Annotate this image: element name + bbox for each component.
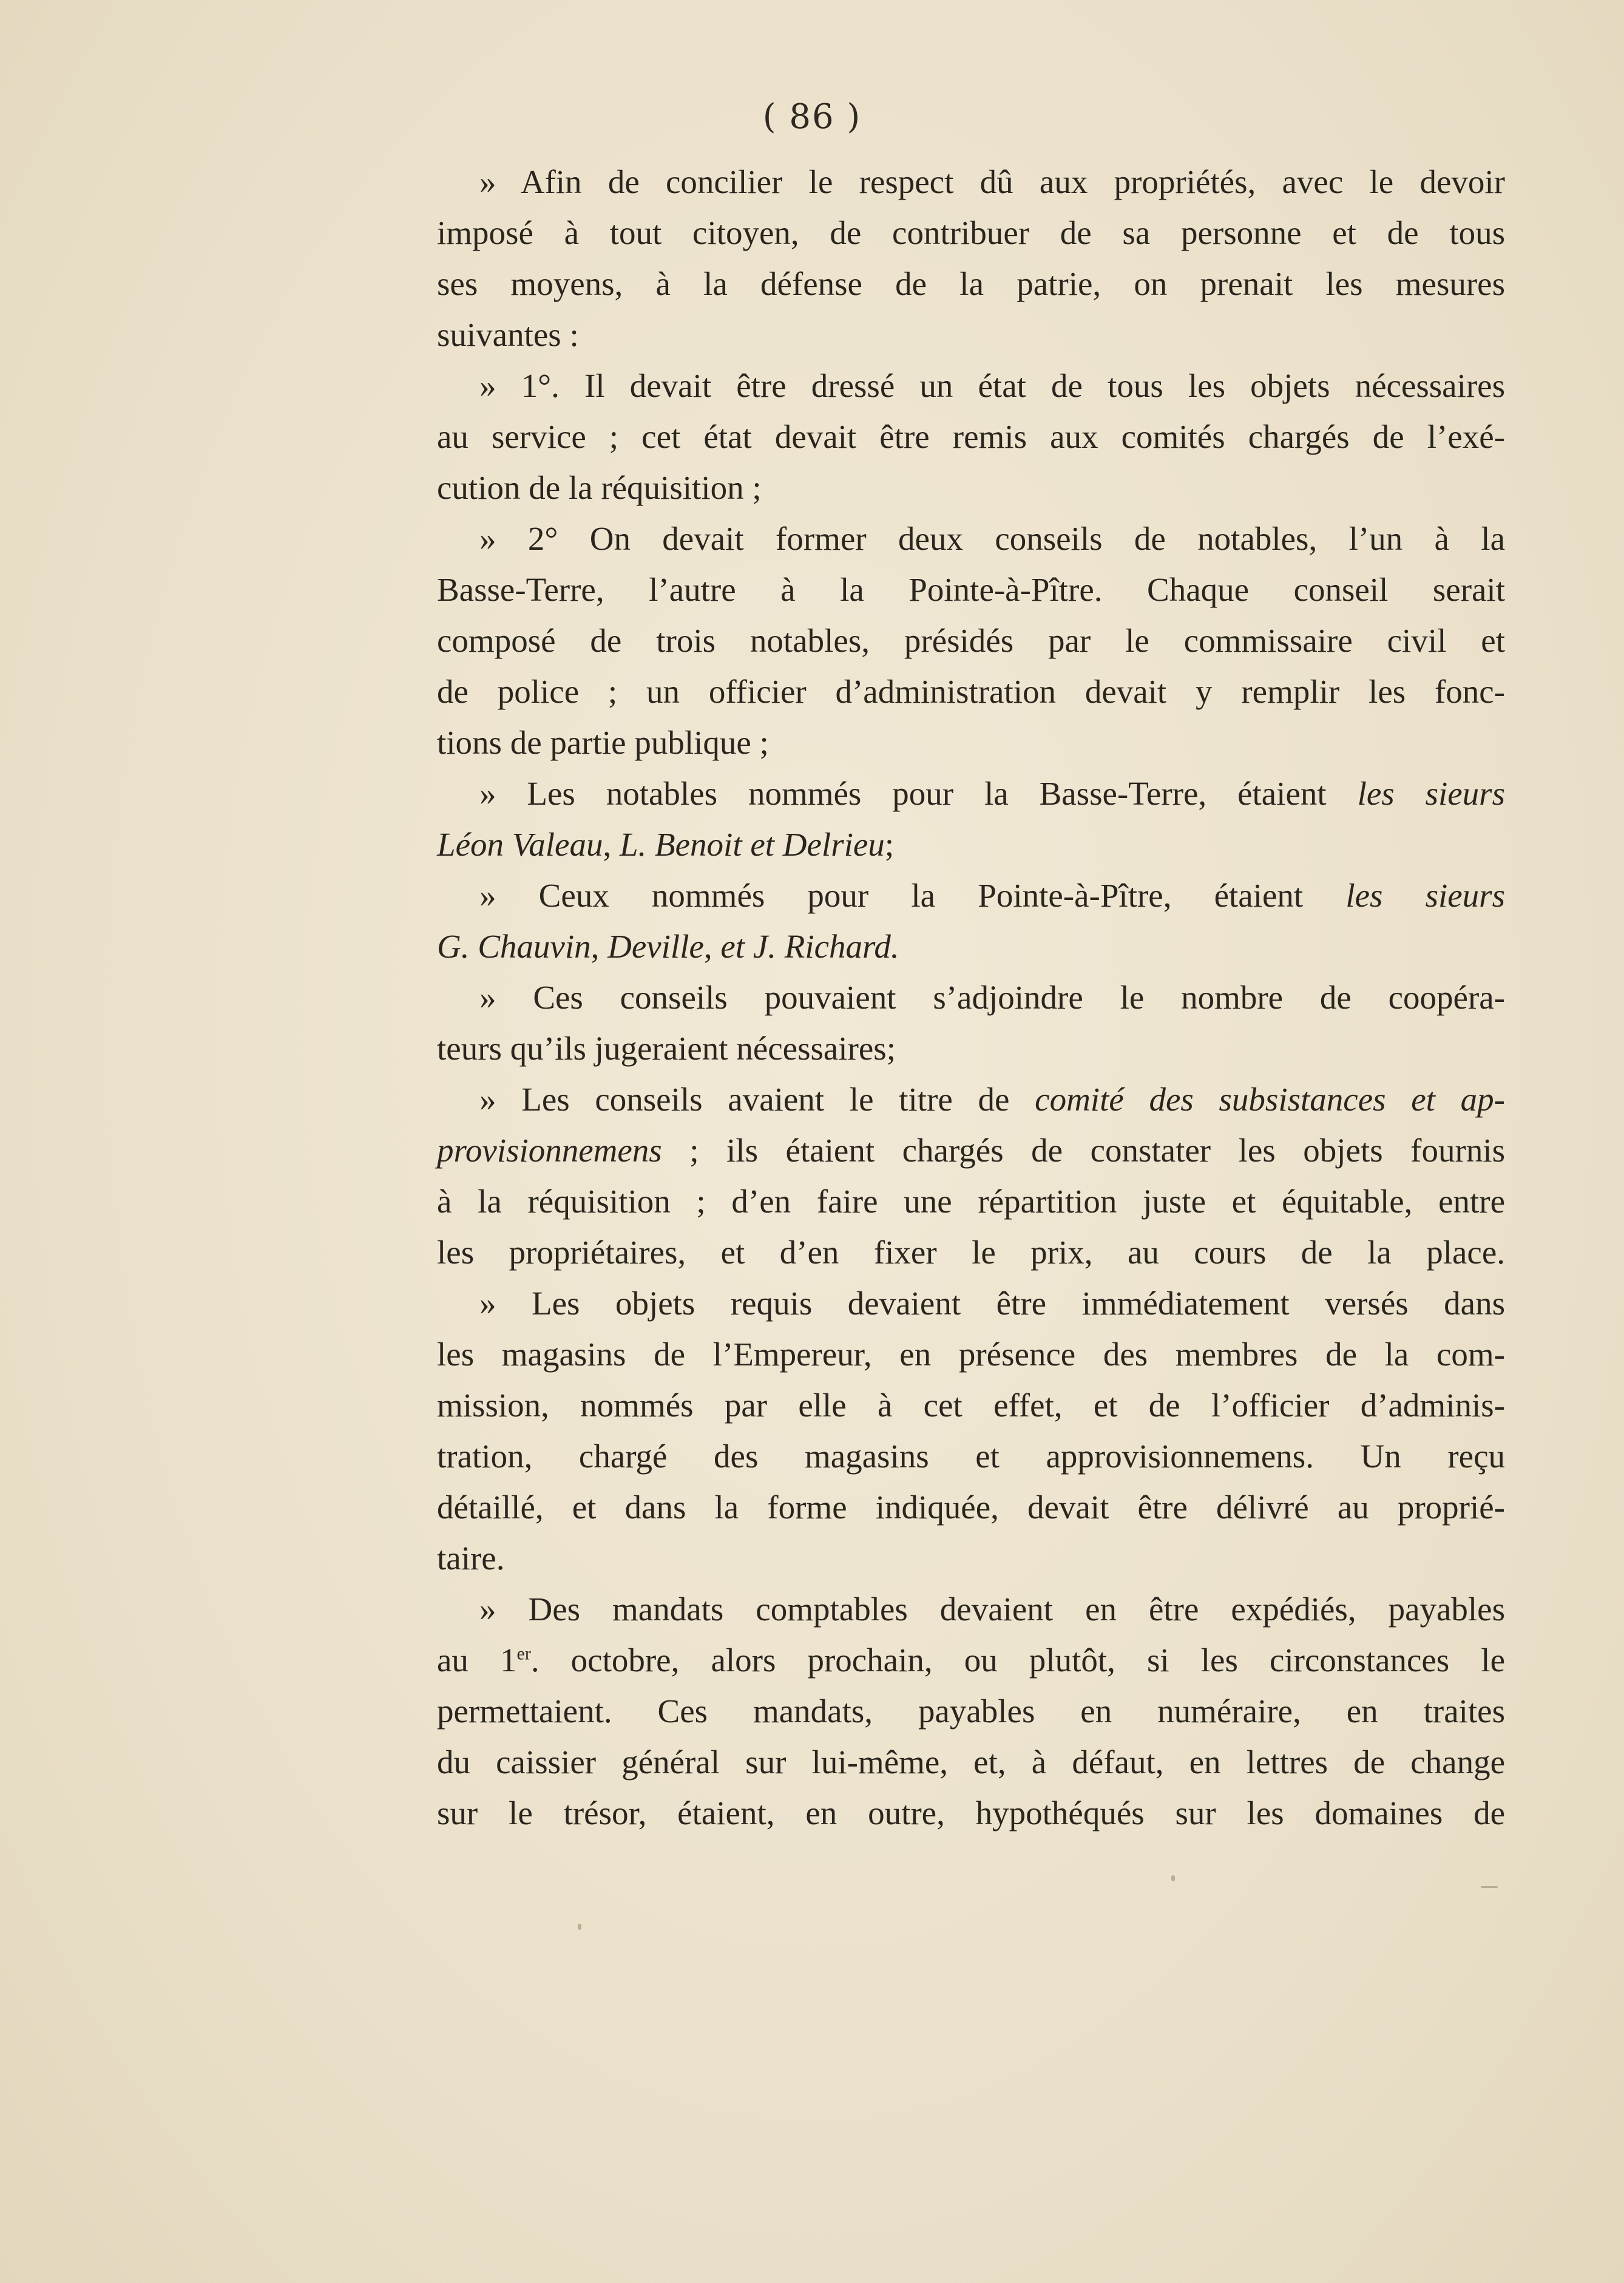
italic-text: les sieurs [1345, 877, 1505, 914]
text-line [437, 717, 1505, 768]
text-line [437, 1380, 1505, 1431]
text-span: » Ces conseils pouvaient s’adjoindre le nombre de coopéra- [479, 979, 1505, 1016]
paper-speck [1171, 1875, 1175, 1881]
text-span: » 1°. Il devait être dressé un état de tous les objets nécessaires [479, 367, 1505, 404]
text-span: mission, nommés par elle à cet effet, et de l’officier d’adminis- [437, 1387, 1505, 1424]
text-line [437, 1023, 1505, 1074]
text-span: cution de la réquisition ; [437, 469, 762, 506]
text-span: sur le trésor, étaient, en outre, hypothéqués sur les domaines de [437, 1794, 1505, 1831]
italic-text: L. Benoit et Delrieu [619, 826, 885, 863]
text-span: , [603, 826, 620, 863]
text-span: » 2° On devait former deux conseils de notables, l’un à la [479, 520, 1505, 557]
text-line [437, 157, 1505, 208]
text-span: au 1 [437, 1642, 517, 1679]
text-line [437, 309, 1505, 360]
text-span: » Les conseils avaient le titre de [479, 1081, 1035, 1118]
text-line [437, 1074, 1505, 1125]
italic-text: Deville [607, 928, 704, 965]
text-line [437, 666, 1505, 717]
paper-speck [1481, 1886, 1498, 1888]
text-span: les magasins de l’Empereur, en présence des membres de la com- [437, 1336, 1505, 1373]
text-line [437, 1227, 1505, 1278]
superscript-text: er [516, 1643, 531, 1664]
text-span: ; [884, 826, 895, 863]
text-line [437, 208, 1505, 259]
text-line [437, 462, 1505, 513]
text-span: tration, chargé des magasins et approvisionnemens. Un reçu [437, 1438, 1505, 1475]
text-span: suivantes : [437, 316, 579, 353]
text-span: tions de partie publique ; [437, 724, 769, 761]
text-line [437, 564, 1505, 615]
body-text [437, 157, 1505, 1839]
text-span: » Les objets requis devaient être immédiatement versés dans [479, 1285, 1505, 1322]
text-span: de police ; un officier d’administration devait y remplir les fonc- [437, 673, 1505, 710]
italic-text: les sieurs [1357, 775, 1505, 812]
text-span: taire. [437, 1540, 505, 1577]
text-line [437, 870, 1505, 921]
italic-text: Léon Valeau [437, 826, 603, 863]
paper-speck [578, 1924, 581, 1930]
text-span: à la réquisition ; d’en faire une répartition juste et équitable, entre [437, 1183, 1505, 1220]
text-line [437, 768, 1505, 819]
text-line [437, 411, 1505, 462]
page-number: ( 86 ) [762, 97, 862, 137]
text-span: au service ; cet état devait être remis aux comités chargés de l’exé- [437, 418, 1505, 455]
italic-text: et J. Richard. [720, 928, 899, 965]
text-line [437, 1329, 1505, 1380]
text-line [437, 921, 1505, 972]
text-line [437, 1635, 1505, 1686]
text-span: » Des mandats comptables devaient en être expédiés, payables [479, 1591, 1505, 1628]
italic-text: comité des subsistances et ap- [1035, 1081, 1505, 1118]
text-line [437, 1737, 1505, 1788]
text-span: permettaient. Ces mandats, payables en numéraire, en traites [437, 1693, 1505, 1730]
text-line [437, 972, 1505, 1023]
text-line [437, 1125, 1505, 1176]
text-line [437, 1431, 1505, 1482]
text-span: ses moyens, à la défense de la patrie, on prenait les mesures [437, 265, 1505, 302]
text-line [437, 1278, 1505, 1329]
text-line [437, 259, 1505, 309]
text-line [437, 1482, 1505, 1533]
text-span: , [703, 928, 721, 965]
text-span: du caissier général sur lui-même, et, à défaut, en lettres de change [437, 1744, 1505, 1781]
italic-text: provisionnemens [437, 1132, 662, 1169]
text-line [437, 1686, 1505, 1737]
text-span: » Afin de concilier le respect dû aux propriétés, avec le devoir [479, 163, 1505, 200]
italic-text: G. Chauvin [437, 928, 591, 965]
text-line [437, 1176, 1505, 1227]
text-span: les propriétaires, et d’en fixer le prix, au cours de la place. [437, 1234, 1505, 1271]
text-line [437, 360, 1505, 411]
text-line [437, 513, 1505, 564]
text-span: » Les notables nommés pour la Basse-Terre, étaient [479, 775, 1358, 812]
text-span: , [590, 928, 608, 965]
text-line [437, 1533, 1505, 1584]
text-line [437, 819, 1505, 870]
text-span: ; ils étaient chargés de constater les objets fournis [661, 1132, 1505, 1169]
text-span: . octobre, alors prochain, ou plutôt, si les circonstances le [530, 1642, 1505, 1679]
text-span: » Ceux nommés pour la Pointe-à-Pître, étaient [479, 877, 1346, 914]
text-span: Basse-Terre, l’autre à la Pointe-à-Pître. Chaque conseil serait [437, 571, 1505, 608]
text-span: teurs qu’ils jugeraient nécessaires; [437, 1030, 896, 1067]
text-span: détaillé, et dans la forme indiquée, devait être délivré au proprié- [437, 1489, 1505, 1526]
text-line [437, 1584, 1505, 1635]
text-span: imposé à tout citoyen, de contribuer de sa personne et de tous [437, 214, 1505, 251]
text-span: composé de trois notables, présidés par le commissaire civil et [437, 622, 1505, 659]
text-line [437, 1788, 1505, 1839]
text-line [437, 615, 1505, 666]
